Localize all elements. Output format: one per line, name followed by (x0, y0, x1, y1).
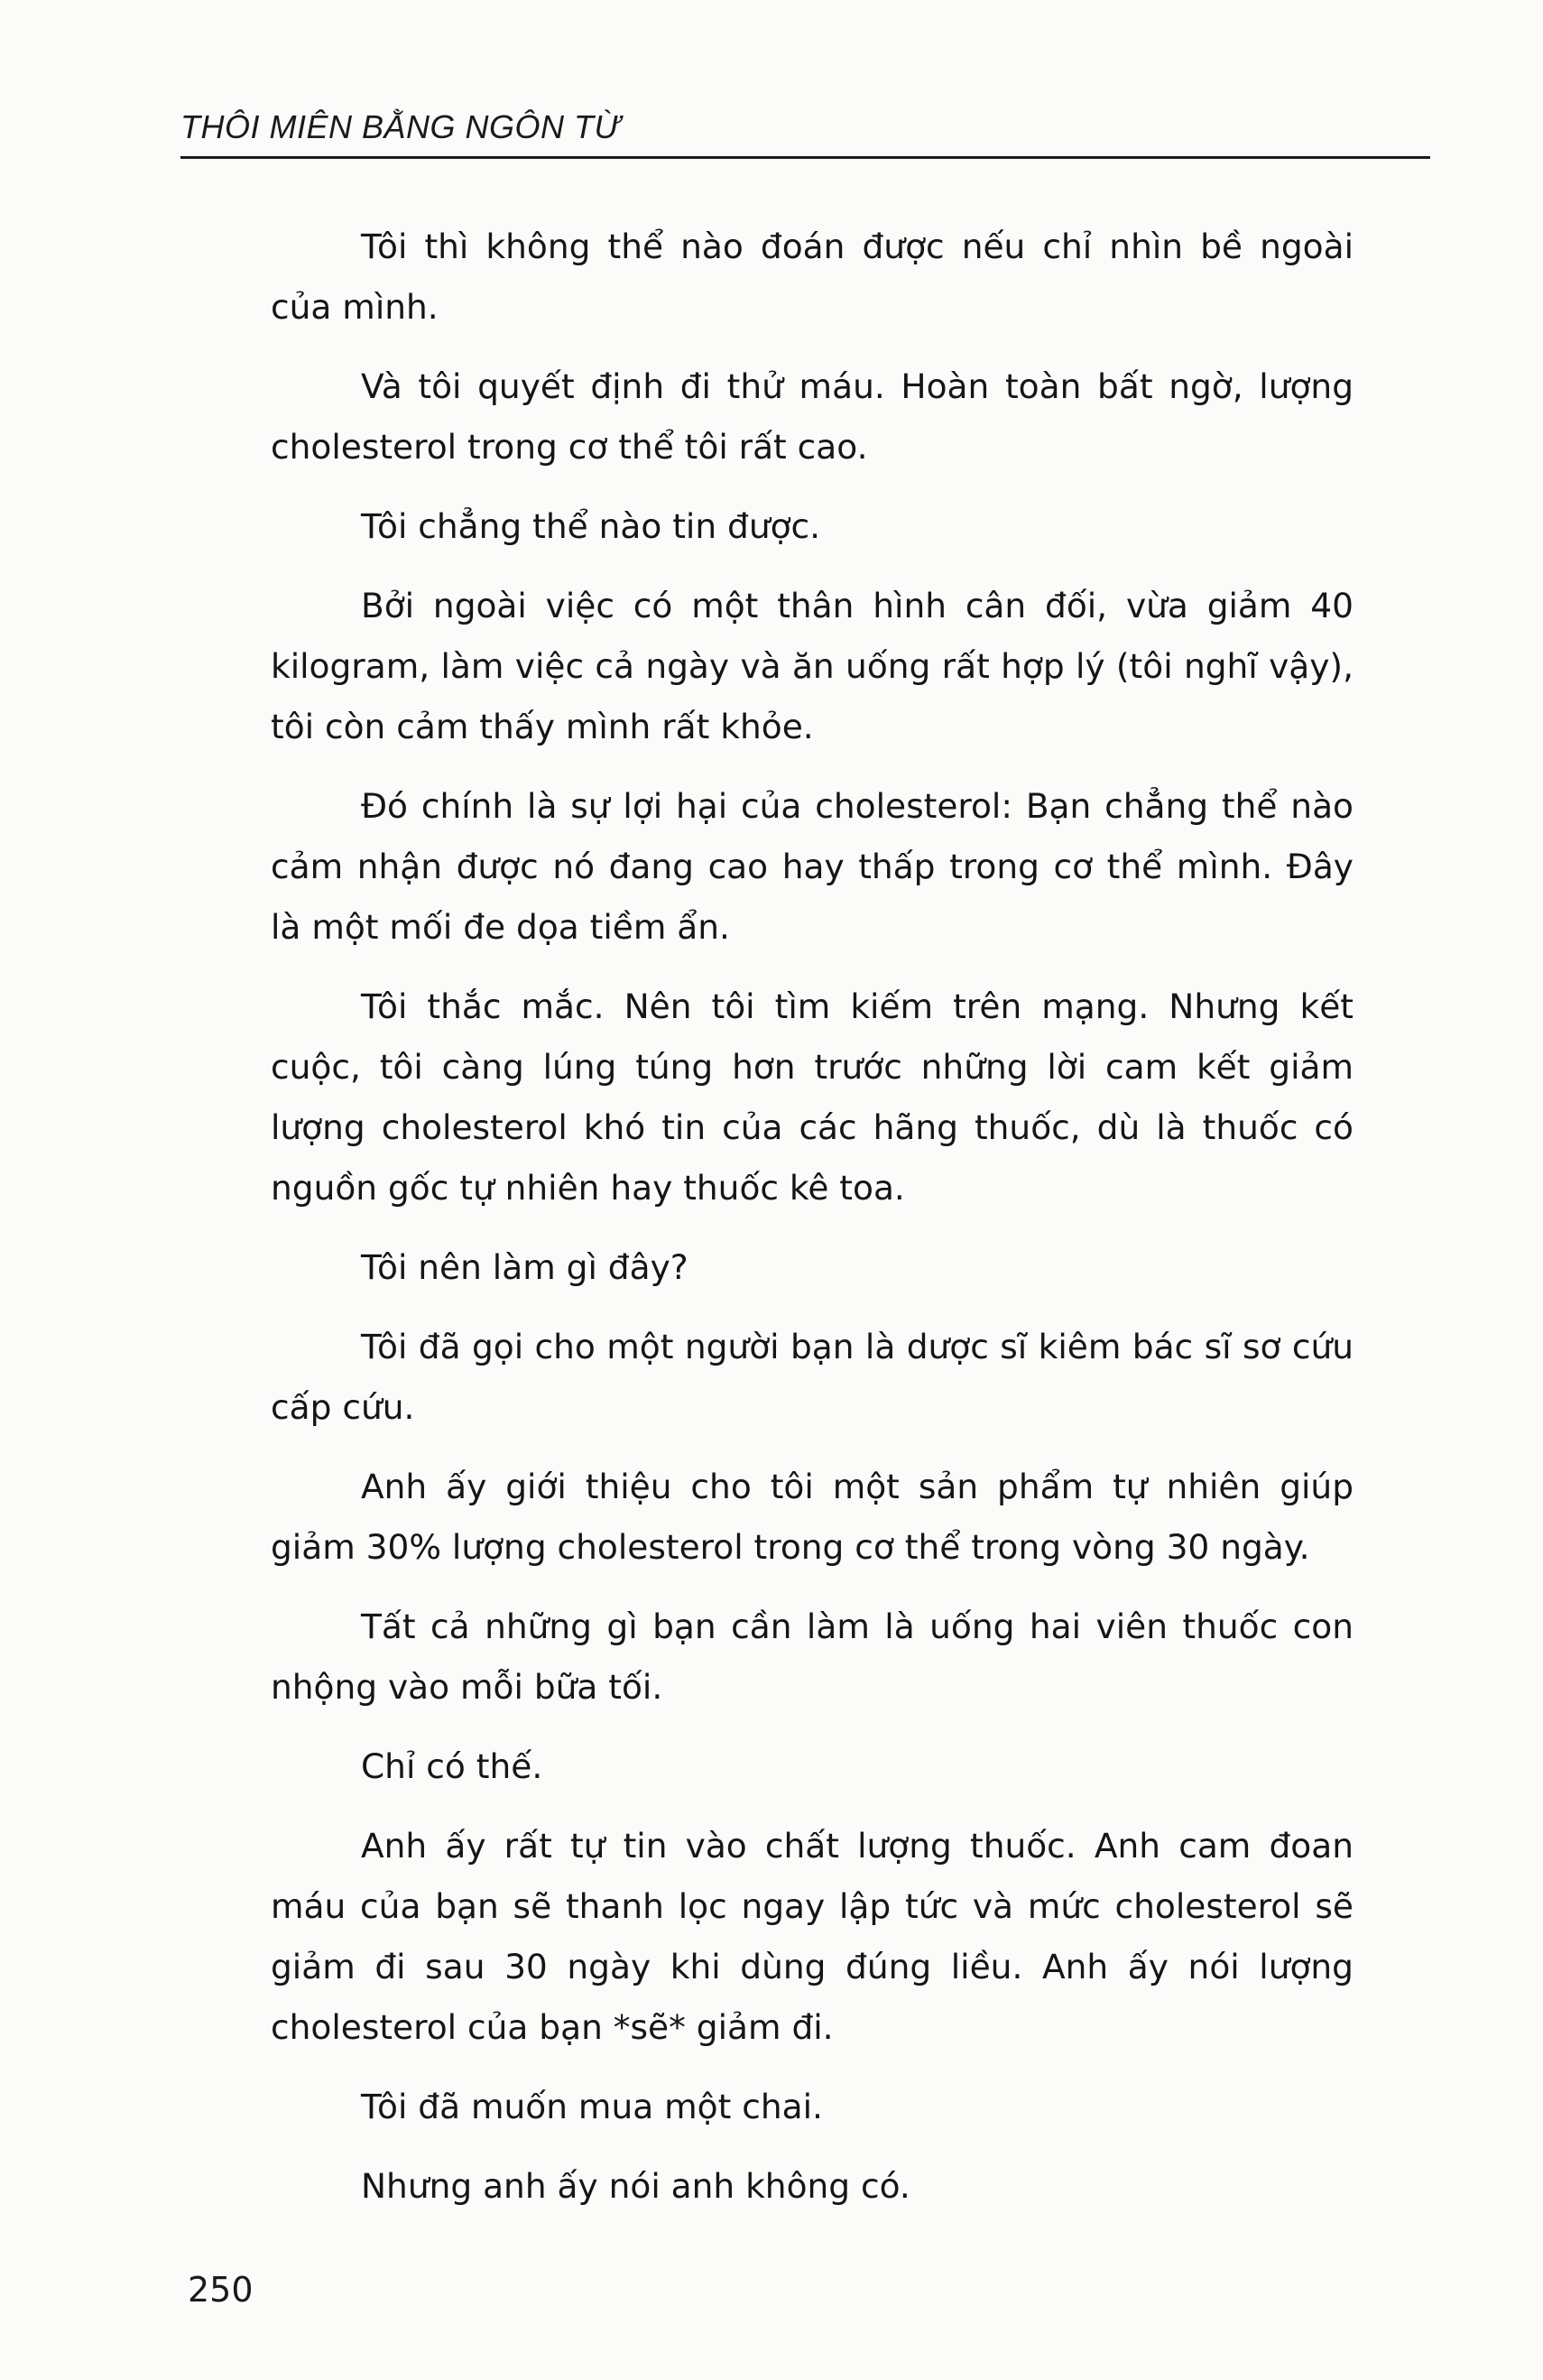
paragraph: Anh ấy giới thiệu cho tôi một sản phẩm tự nhiên giúp giảm 30% lượng cholesterol trong cơ thể trong vòng 30 ngày. (271, 1467, 1354, 1567)
paragraph: Và tôi quyết định đi thử máu. Hoàn toàn bất ngờ, lượng cholesterol trong cơ thể tôi rất cao. (271, 366, 1354, 467)
paragraph: Tôi thắc mắc. Nên tôi tìm kiếm trên mạng. Nhưng kết cuộc, tôi càng lúng túng hơn trước những lời cam kết giảm lượng cholesterol khó tin của các hãng thuốc, dù là thuốc có nguồn gốc tự nhiên hay thuốc kê toa. (271, 986, 1354, 1208)
paragraph: Tôi chẳng thể nào tin được. (361, 506, 821, 546)
paragraph: Tôi nên làm gì đây? (361, 1247, 688, 1287)
paragraph: Bởi ngoài việc có một thân hình cân đối, vừa giảm 40 kilogram, làm việc cả ngày và ăn uống rất hợp lý (tôi nghĩ vậy), tôi còn cảm thấy mình rất khỏe. (271, 586, 1354, 746)
paragraph: Chỉ có thế. (361, 1746, 543, 1786)
running-header: THÔI MIÊN BẰNG NGÔN TỪ (180, 108, 621, 145)
paragraph: Tôi đã gọi cho một người bạn là dược sĩ kiêm bác sĩ sơ cứu cấp cứu. (271, 1327, 1354, 1427)
paragraph: Tôi thì không thể nào đoán được nếu chỉ nhìn bề ngoài của mình. (271, 227, 1354, 327)
header-divider (180, 156, 1430, 159)
paragraph: Anh ấy rất tự tin vào chất lượng thuốc. Anh cam đoan máu của bạn sẽ thanh lọc ngay lập tức và mức cholesterol sẽ giảm đi sau 30 ngày khi dùng đúng liều. Anh ấy nói lượng cholesterol của bạn *sẽ* giảm đi. (271, 1826, 1354, 2047)
paragraph: Nhưng anh ấy nói anh không có. (361, 2166, 910, 2206)
paragraph: Tôi đã muốn mua một chai. (361, 2087, 823, 2126)
paragraph: Đó chính là sự lợi hại của cholesterol: Bạn chẳng thể nào cảm nhận được nó đang cao hay thấp trong cơ thể mình. Đây là một mối đe dọa tiềm ẩn. (271, 786, 1354, 947)
page-number: 250 (188, 2270, 254, 2310)
body-text (271, 217, 1354, 2236)
paragraph: Tất cả những gì bạn cần làm là uống hai viên thuốc con nhộng vào mỗi bữa tối. (271, 1607, 1354, 1707)
